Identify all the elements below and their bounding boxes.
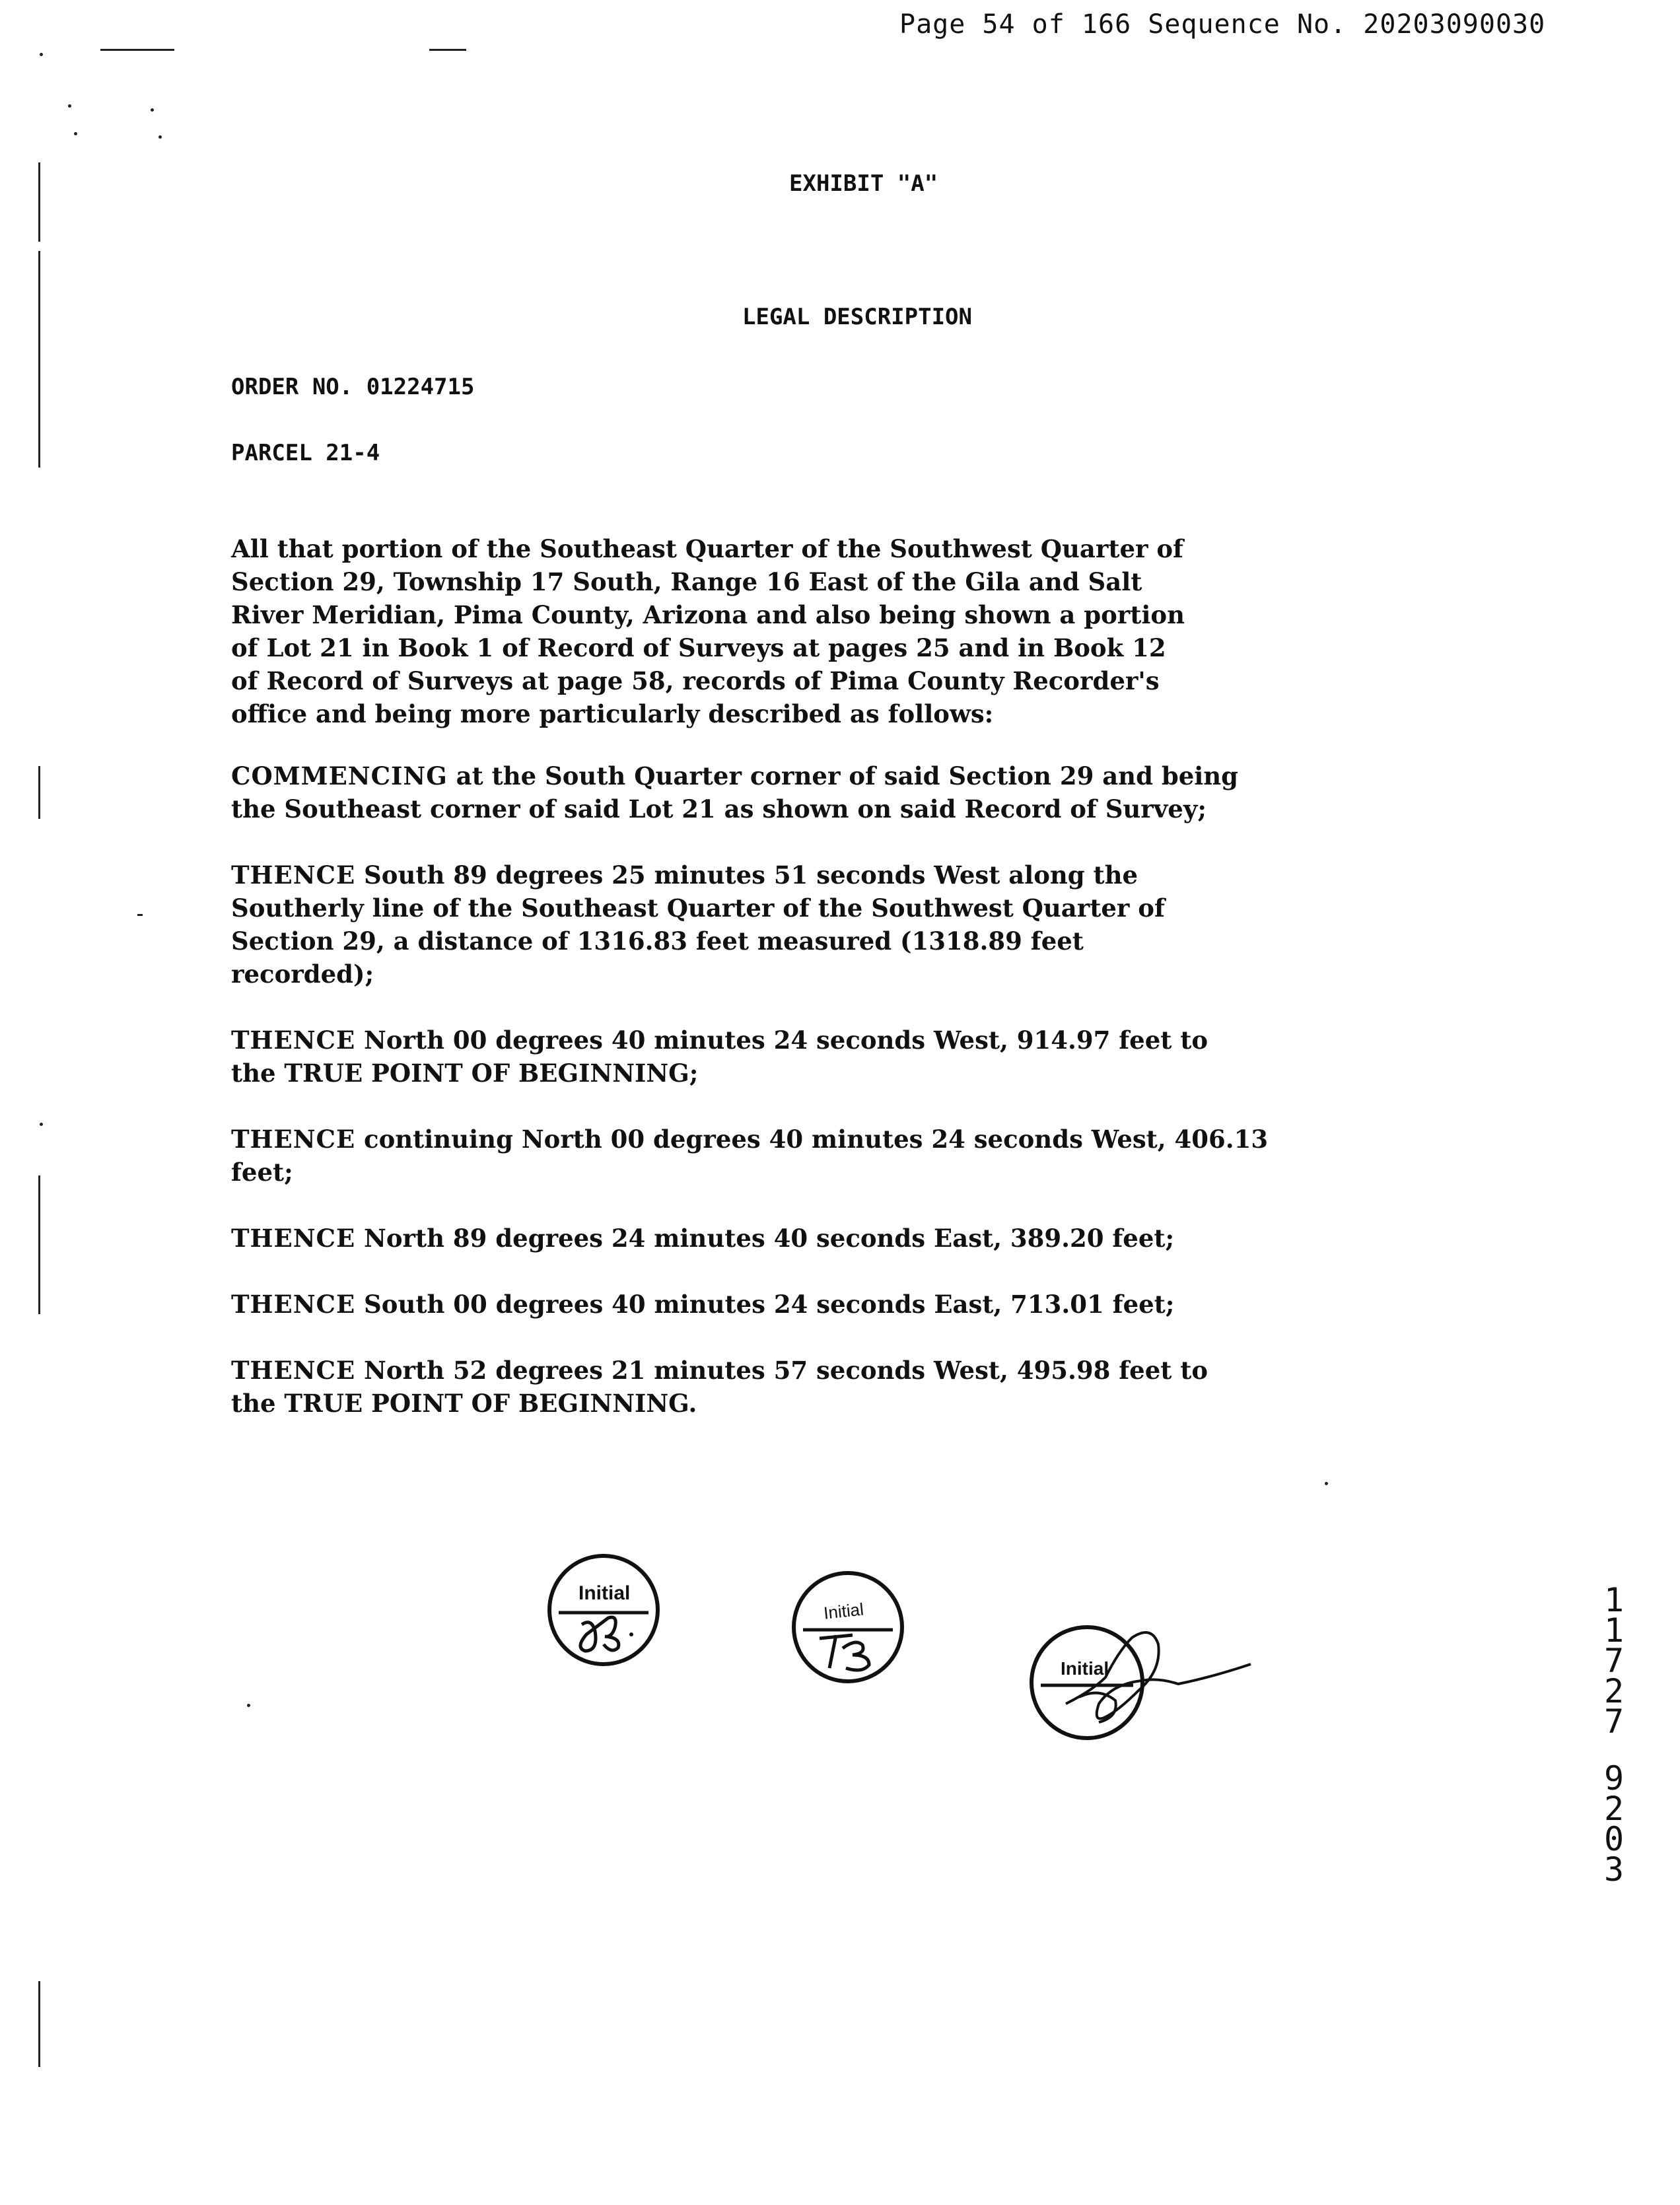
paragraph-lead: THENCE: [231, 1125, 356, 1154]
paragraph-text: North 00 degrees 40 minutes 24 seconds West, 914.97 feet to the TRUE POINT OF BEGINNING;: [231, 1026, 1208, 1088]
scan-speck: [40, 53, 43, 56]
scan-edge-line: [38, 251, 40, 468]
parcel-number: PARCEL 21-4: [231, 440, 380, 466]
stamp-label: Initial: [1061, 1658, 1109, 1679]
scan-speck: [247, 1704, 250, 1707]
paragraph-text: South 89 degrees 25 minutes 51 seconds West along the Southerly line of the Southeast Quarter of the Southwest Quarter of Section 29, a distance of 1316.83 feet measured (1318.89 feet recorded);: [231, 860, 1165, 989]
scan-speck: [158, 135, 162, 139]
side-reference-number: [1594, 1581, 1634, 1889]
legal-paragraph: [231, 1024, 1367, 1090]
scan-speck: [40, 1123, 43, 1126]
scan-edge-line: [38, 1175, 40, 1314]
paragraph-lead: THENCE: [231, 1290, 356, 1319]
scan-speck: [151, 108, 154, 112]
scan-speck: [74, 132, 77, 135]
legal-paragraph: [231, 1222, 1367, 1255]
paragraph-text: at the South Quarter corner of said Section 29 and being the Southeast corner of said Lot 21 as shown on said Record of Survey;: [231, 761, 1239, 823]
page-sequence-header: Page 54 of 166 Sequence No. 20203090030: [899, 9, 1546, 40]
order-number: ORDER NO. 01224715: [231, 374, 475, 400]
legal-paragraph: [231, 759, 1367, 825]
scan-edge-line: [38, 766, 40, 819]
exhibit-title: EXHIBIT "A": [789, 170, 938, 197]
legal-paragraph: [231, 1354, 1367, 1420]
paragraph-text: All that portion of the Southeast Quarter of the Southwest Quarter of Section 29, Township 17 South, Range 16 East of the Gila and Salt River Meridian, Pima County, Arizona and also being shown a portion of Lot 21 in Book 1 of Record of Surveys at pages 25 and in Book 12 of Record of Surveys at page 58, records of Pima County Recorder's office and being more particularly described as follows:: [231, 534, 1185, 728]
scan-speck: [1325, 1482, 1328, 1485]
stamp-label: Initial: [578, 1582, 631, 1604]
legal-paragraph: [231, 1123, 1367, 1189]
stamp-label: Initial: [822, 1599, 865, 1623]
initial-stamp-2: [790, 1569, 909, 1688]
initial-stamp-1: [545, 1552, 664, 1671]
paragraph-lead: THENCE: [231, 860, 356, 890]
paragraph-lead: THENCE: [231, 1356, 356, 1385]
paragraph-lead: COMMENCING: [231, 761, 448, 790]
side-number-top: 11727: [1604, 1581, 1625, 1741]
paragraph-text: North 52 degrees 21 minutes 57 seconds West, 495.98 feet to the TRUE POINT OF BEGINNING.: [231, 1356, 1208, 1418]
side-number-bottom: 9203: [1604, 1759, 1625, 1889]
paragraph-text: North 89 degrees 24 minutes 40 seconds East, 389.20 feet;: [355, 1224, 1175, 1253]
paragraph-lead: THENCE: [231, 1026, 356, 1055]
legal-description-title: LEGAL DESCRIPTION: [742, 304, 972, 330]
initial-stamp-3: [1026, 1611, 1304, 1743]
scan-edge-line: [38, 162, 40, 242]
scan-speck: [68, 104, 71, 108]
paragraph-text: continuing North 00 degrees 40 minutes 24 seconds West, 406.13 feet;: [231, 1125, 1269, 1187]
paragraph-lead: THENCE: [231, 1224, 356, 1253]
scan-speck: [137, 914, 143, 916]
scan-mark-line: [100, 49, 174, 51]
legal-paragraph: [231, 858, 1367, 991]
scan-mark-line: [429, 49, 466, 51]
paragraph-text: South 00 degrees 40 minutes 24 seconds East, 713.01 feet;: [355, 1290, 1175, 1319]
legal-paragraph: [231, 1288, 1367, 1321]
legal-paragraph: [231, 532, 1367, 730]
scan-edge-line: [38, 1981, 40, 2067]
